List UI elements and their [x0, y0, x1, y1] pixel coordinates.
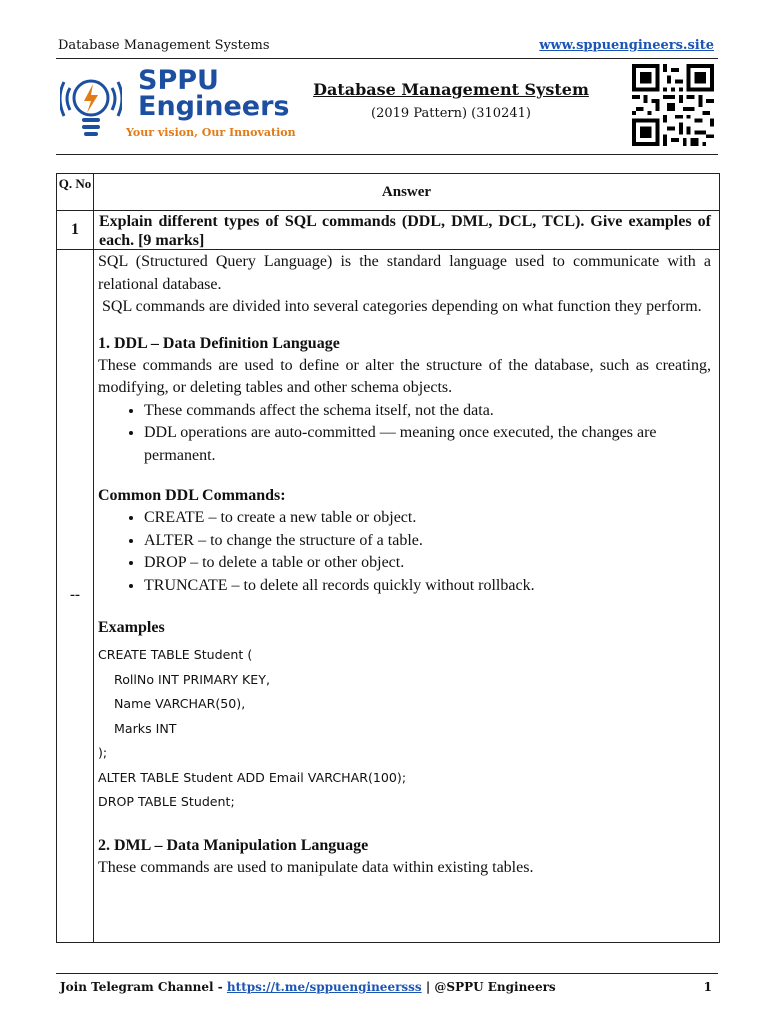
- dml-heading: 2. DML – Data Manipulation Language: [98, 836, 369, 854]
- list-item: • CREATE – to create a new table or object.: [144, 507, 711, 530]
- code-line: Name VARCHAR(50),: [98, 696, 246, 711]
- code-line: Marks INT: [98, 720, 177, 736]
- qa-table: [56, 173, 720, 943]
- page-number: 1: [703, 980, 712, 994]
- code-line: CREATE TABLE Student (: [98, 647, 253, 662]
- footer-separator: |: [421, 980, 435, 994]
- code-line: ALTER TABLE Student ADD Email VARCHAR(100);: [98, 769, 407, 785]
- commands-list: [98, 507, 711, 597]
- list-item: • These commands affect the schema itself, not the data.: [144, 400, 711, 423]
- list-item: • ALTER – to change the structure of a table.: [144, 530, 711, 553]
- header-qno: Q. No: [58, 176, 92, 191]
- list-item: • DDL operations are auto-committed — meaning once executed, the changes are permanent.: [144, 422, 711, 467]
- telegram-link[interactable]: https://t.me/sppuengineersss: [226, 980, 422, 994]
- code-line: );: [98, 745, 108, 760]
- row-divider: [57, 210, 719, 211]
- qr-code-icon: [632, 64, 714, 146]
- code-example: [98, 643, 711, 815]
- brand-name-line2: Engineers: [138, 91, 290, 122]
- question-number: 1: [71, 221, 79, 238]
- question-text: Explain different types of SQL commands (DDL, DML, DCL, TCL). Give examples of each. [9 marks]: [99, 213, 711, 249]
- ddl-heading: 1. DDL – Data Definition Language: [98, 334, 340, 352]
- ddl-points-list: [98, 400, 711, 468]
- document-title: Database Management System: [313, 80, 589, 99]
- code-line: DROP TABLE Student;: [98, 794, 235, 809]
- lightbulb-logo-icon: [60, 68, 122, 146]
- ddl-description: These commands are used to define or alter the structure of the database, such as creating, modifying, or deleting tables and other schema objects.: [98, 356, 711, 396]
- footer-handle: @SPPU Engineers: [434, 980, 556, 994]
- website-link[interactable]: www.sppuengineers.site: [539, 38, 714, 53]
- intro-paragraph-2: SQL commands are divided into several categories depending on what function they perform.: [98, 298, 702, 315]
- answer-content: [98, 251, 711, 879]
- brand-name-line1: SPPU: [138, 65, 219, 96]
- column-divider: [93, 174, 94, 942]
- common-commands-heading: Common DDL Commands:: [98, 487, 286, 504]
- header-doc-title: Database Management Systems: [58, 38, 270, 53]
- list-item: • TRUNCATE – to delete all records quickly without rollback.: [144, 575, 711, 598]
- row-marker: --: [70, 587, 80, 603]
- examples-heading: Examples: [98, 619, 165, 636]
- page-header: [56, 36, 718, 59]
- footer-divider: [56, 973, 718, 974]
- header-answer: Answer: [381, 184, 432, 200]
- brand-tagline: Your vision, Our Innovation: [126, 126, 296, 139]
- footer-prefix: Join Telegram Channel -: [60, 980, 227, 994]
- code-line: RollNo INT PRIMARY KEY,: [98, 671, 270, 687]
- document-subtitle: (2019 Pattern) (310241): [371, 106, 531, 121]
- brand-banner: [56, 58, 718, 155]
- dml-description: These commands are used to manipulate data within existing tables.: [98, 858, 534, 876]
- footer: [60, 980, 556, 994]
- intro-paragraph-1: SQL (Structured Query Language) is the standard language used to communicate with a relational database.: [98, 253, 711, 293]
- list-item: • DROP – to delete a table or other object.: [144, 552, 711, 575]
